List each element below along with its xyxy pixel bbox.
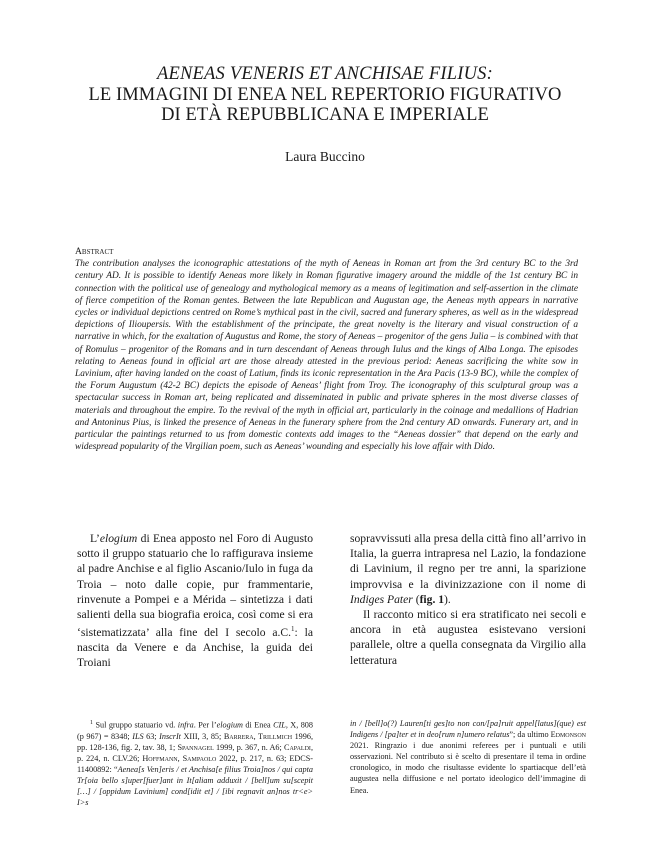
italic-term: elogium — [99, 532, 138, 545]
citation-author: Spannagel — [177, 742, 214, 752]
italic-term: ILS — [132, 731, 144, 741]
text-run: XIII, 3, 85; — [180, 731, 224, 741]
abstract — [75, 246, 578, 453]
italic-term: InscrIt — [159, 731, 181, 741]
body-column-left — [77, 531, 313, 671]
body-column-right — [350, 531, 586, 668]
text-run: di Enea apposto nel Foro di Augusto sotto il gruppo statuario che lo raffigurava insieme al padre Anchise e al figlio Ascanio/Iulo in fuga da Troia – noto dalle copie, pur frammentarie, rinvenute a Pompei e a Mérida – sintetizza i dati salienti della sua biografia eroica, così come si era ‘sistematizzata’ alla fine del I secolo a.C. — [77, 532, 313, 640]
text-run: Sul gruppo statuario vd. — [93, 720, 178, 730]
body-paragraph: Il racconto mitico si era stratificato nei secoli e ancora in età augustea esistevano versioni parallele, oltre a quella consegnata da Virgilio alla letteratura — [350, 608, 586, 667]
text-run: ( — [412, 592, 420, 606]
text-run: 2022, p. 217, n. 63; EDCS-11400892: “ — [77, 754, 313, 775]
italic-term: Indiges Pater — [350, 592, 413, 606]
citation-author: Barrera, Trillmich — [223, 731, 293, 741]
author-name: Laura Buccino — [285, 149, 365, 164]
figure-ref[interactable]: fig. 1 — [419, 592, 445, 606]
italic-term: infra — [177, 720, 194, 730]
inscription-text: in / [bell]o(?) Lauren[ti ges]to non con/[pa]ruit appel[latus](que) est Indigens / [pa]ter et in deo[rum n]umero relatus — [350, 719, 586, 740]
text-run: ”; da ultimo — [509, 730, 551, 740]
footnote-right — [350, 718, 586, 796]
footnote-ref[interactable]: 1 — [291, 625, 295, 634]
inscription-text: Aenea[s Ven]eris / et Anchisa[e filius Troia]nos / qui capta Tr[oia bello s]uper[fuer]ant in It[aliam adduxit / [bell]um su[scepit […] / [oppidum Lavinium] cond[idit et] / [ibi regnavit an]nos tr<e> I>s — [77, 765, 313, 808]
body-paragraph — [77, 531, 313, 671]
title-line-2: LE IMMAGINI DI ENEA NEL REPERTORIO FIGURATIVO — [88, 84, 562, 105]
title-line-1: AENEAS VENERIS ET ANCHISAE FILIUS: — [157, 64, 493, 84]
abstract-heading: Abstract — [75, 246, 114, 257]
text-run: : la nascita da Venere e da Anchise, la guida dei Troiani — [77, 626, 313, 670]
footnote-1 — [77, 718, 313, 808]
footnote-left — [77, 718, 313, 808]
text-run: 63; — [143, 731, 160, 741]
text-run: 1996, pp. 128-136, fig. 2, tav. 38, 1; — [77, 731, 313, 752]
citation-author: Edmonson — [550, 730, 586, 740]
text-run: L’ — [90, 532, 100, 545]
text-run: sopravvissuti alla presa della città fino all’arrivo in Italia, la guerra intrapresa nel Lazio, la fondazione di Lavinium, il regno per tre anni, la sparizione improvvisa e la divinizzazione con il nome di — [350, 532, 586, 591]
article-title — [0, 64, 650, 126]
text-run: di Enea — [242, 720, 274, 730]
text-run: . Per l’ — [193, 720, 217, 730]
text-run: , p. 224, n. CLV.26; — [77, 742, 313, 764]
text-run: 1999, p. 367, n. A6; — [213, 742, 285, 752]
citation-author: Hoffmann, Sampaolo — [142, 754, 217, 764]
footnote-number: 1 — [90, 720, 93, 726]
text-run: , X, 808 (p 967) = 8348; — [77, 720, 313, 741]
footnote-1-continued — [350, 718, 586, 796]
title-line-3: DI ETÀ REPUBBLICANA E IMPERIALE — [161, 105, 489, 125]
italic-term: elogium — [216, 720, 243, 730]
body-paragraph — [350, 531, 586, 607]
abstract-text: The contribution analyses the iconographic attestations of the myth of Aeneas in Roman art from the 3rd century BC to the 3rd century AD. It is possible to identify Aeneas more likely in Roman figurative imagery around the middle of the 1st century BC in connection with the political use of genealogy and mythological memory as a means of legitimation and self-assertion in the climate of fierce competition of the Roman gentes. Between the late Republican and Augustan age, the Aeneas myth appears in narrative cycles or individual depictions centred on Rome’s mythical past in the civil, sacred and funerary spheres, as well as in the widespread depictions of Ilioupersis. With the establishment of the principate, the great novelty is the literary and visual construction of a narrative in which, for the exaltation of Augustus and Rome, the story of Aeneas – progenitor of the gens Julia – is combined with that of Romulus – progenitor of the Romans and in turn descendant of Aeneas through Iulus and the kings of Alba Longa. The episodes relating to Aeneas found in official art are those already attested in the previous period: Aeneas sacrificing the white sow in Lavinium, after having landed on the coast of Latium, finds its iconic representation in the Ara Pacis (13-9 BC), while the complex of the Forum Augustum (42-2 BC) depicts the episode of Aeneas’ flight from Troy. The iconography of this sculptural group was a spectacular success in Roman art, being replicated and disseminated in public and private spheres in the most diverse classes of materials and throughout the empire. To the revival of the myth in official art, particularly in the coinage and medallions of Hadrian and Antoninus Pius, is linked the presence of Aeneas in the funerary sphere from the 2nd century AD onwards. Funerary art, and in particular the paintings returned to us from domestic contexts add images to the “Aeneas dossier” that depend on the early and widespread popularity of the Virgilian poem, such as Aeneas’ wounding and especially his love affair with Dido. — [75, 259, 578, 453]
text-run: 2021. Ringrazio i due anonimi referees per i puntuali e utili osservazioni. Nel contributo si è scelto di presentare il tema in ordine cronologico, in modo che risultasse evidente lo spartiacque dell’età augustea nella diffusione e nel portato ideologico dell’immagine di Enea. — [350, 741, 586, 795]
citation-author: Capaldi — [284, 742, 311, 752]
italic-term: CIL — [273, 720, 286, 730]
text-run: ). — [444, 592, 451, 606]
